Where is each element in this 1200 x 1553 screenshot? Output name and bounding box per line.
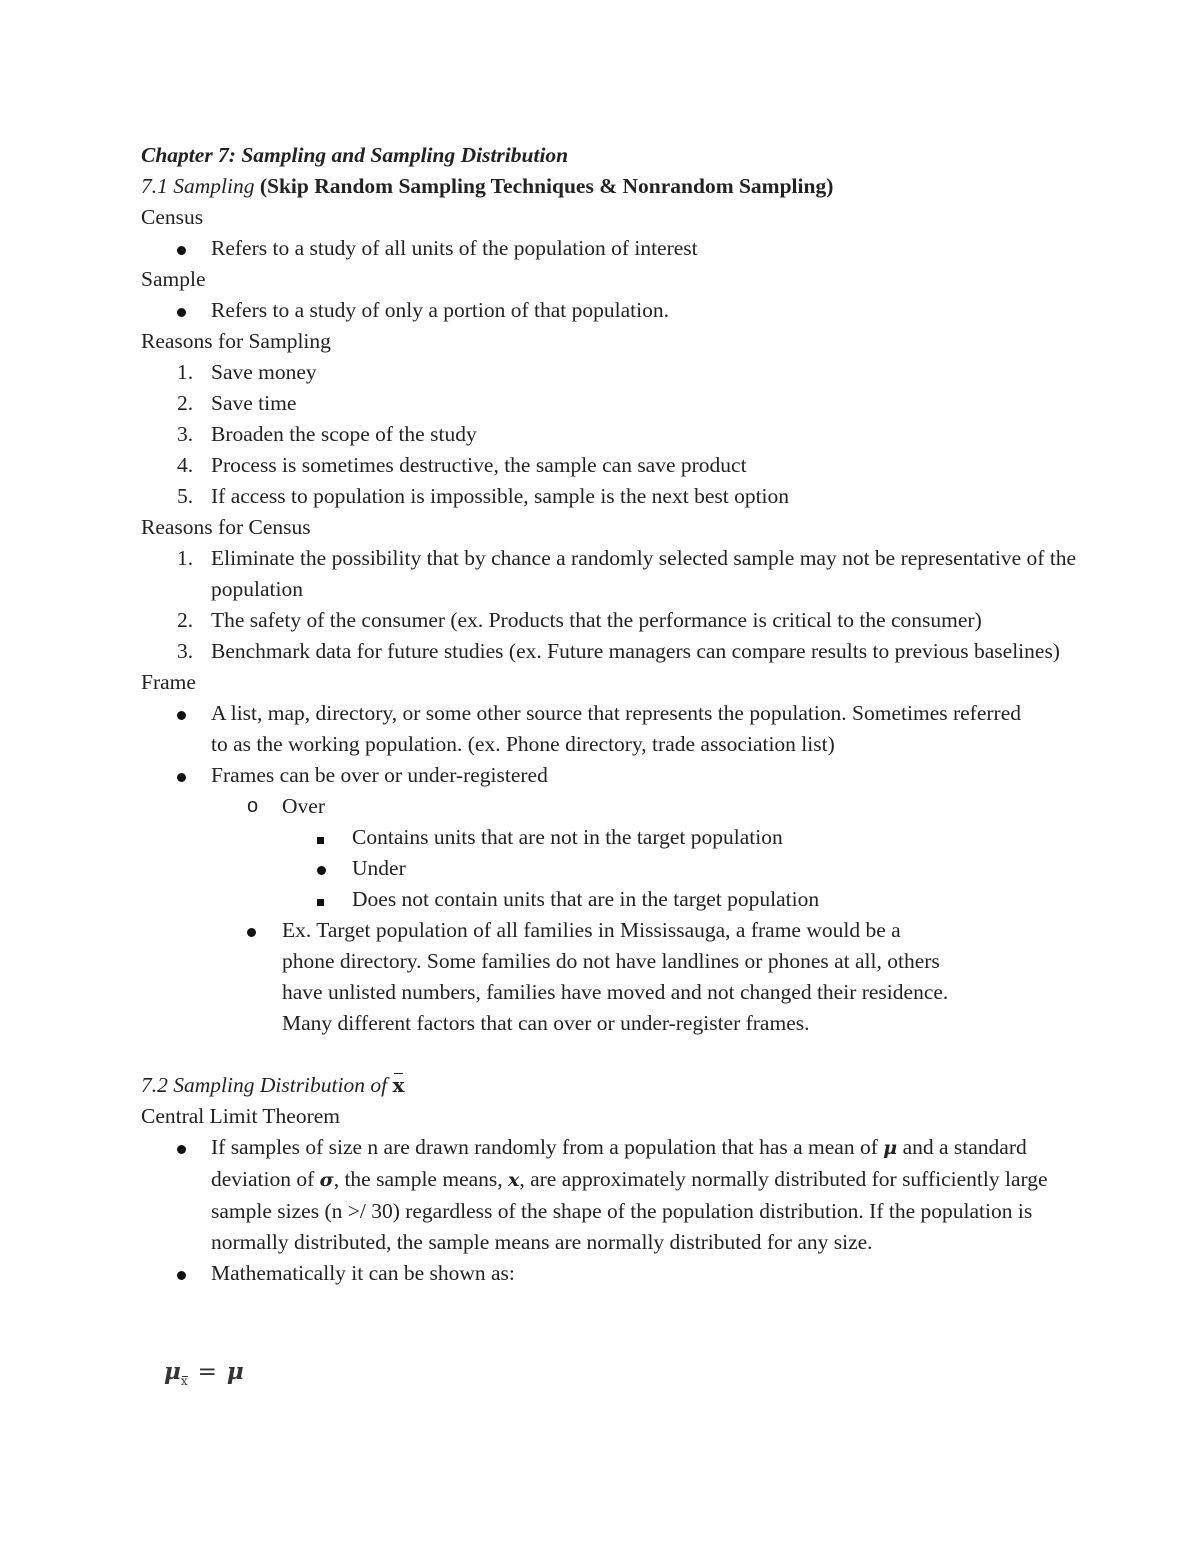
clt-text-c: , the sample means, (333, 1167, 509, 1191)
bullet-icon (177, 295, 186, 326)
sigma-symbol: σ (319, 1169, 334, 1191)
list-item-text: Eliminate the possibility that by chance a randomly selected sample may not be representative of the population (211, 546, 1077, 601)
mu-symbol: μ (883, 1137, 898, 1159)
list-item (141, 791, 1081, 822)
list-item (141, 450, 1081, 481)
clt-text-b: and a standard deviation of (211, 1135, 1027, 1191)
x-symbol: x (508, 1169, 520, 1191)
frame-bullet-text: Frames can be over or under-registered (211, 763, 548, 787)
clt-bullet-text: Mathematically it can be shown as: (211, 1261, 515, 1285)
section-7-1-title: 7.1 Sampling (141, 174, 255, 198)
list-item (141, 636, 1081, 667)
list-number: 3. (177, 422, 194, 446)
sample-bullet-text: Refers to a study of only a portion of that population. (211, 298, 669, 322)
list-item-text: Under (352, 856, 406, 880)
census-heading: Census (141, 205, 204, 229)
formula-rhs: μ (226, 1358, 244, 1385)
list-item (141, 233, 1081, 264)
bullet-icon (317, 853, 326, 884)
list-number: 1. (177, 546, 194, 570)
reasons-sampling-heading: Reasons for Sampling (141, 329, 331, 353)
mean-formula (164, 1358, 244, 1388)
list-item (141, 915, 1081, 1039)
list-item (141, 853, 1081, 884)
bullet-icon (177, 1132, 186, 1163)
frame-example-text: Ex. Target population of all families in Mississauga, a frame would be a phone directory. Some families do not have landlines or phones at all, others have unlisted numbers, families have moved and not changed their residence. Many different factors that can over or under-register frames. (282, 918, 949, 1035)
formula-lhs: μ (164, 1358, 181, 1385)
list-item (141, 481, 1081, 512)
square-bullet-icon (317, 884, 324, 915)
list-item (141, 1132, 1081, 1258)
list-number: 5. (177, 484, 194, 508)
list-item (141, 388, 1081, 419)
formula-equals: = (197, 1359, 217, 1385)
list-number: 4. (177, 453, 194, 477)
list-item-text: Process is sometimes destructive, the sample can save product (211, 453, 747, 477)
list-item (141, 295, 1081, 326)
clt-text-a: If samples of size n are drawn randomly from a population that has a mean of (211, 1135, 884, 1159)
section-7-1-note: (Skip Random Sampling Techniques & Nonrandom Sampling) (259, 174, 834, 198)
clt-heading: Central Limit Theorem (141, 1104, 341, 1128)
list-number: 1. (177, 360, 194, 384)
list-item-text: Save money (211, 360, 317, 384)
section-7-2-heading (141, 1070, 1081, 1101)
list-item-text: Broaden the scope of the study (211, 422, 477, 446)
frame-bullet-text: A list, map, directory, or some other source that represents the population. Sometimes referred to as the working population. (ex. Phone directory, trade association list) (211, 701, 1021, 756)
list-item-text: Save time (211, 391, 297, 415)
bullet-icon (247, 915, 256, 946)
list-item (141, 822, 1081, 853)
square-bullet-icon (317, 822, 324, 853)
bullet-icon (177, 760, 186, 791)
over-label: Over (282, 794, 325, 818)
list-item-text: Does not contain units that are in the target population (352, 887, 820, 911)
section-7-1-heading (141, 171, 1081, 202)
section-7-2-title: 7.2 Sampling Distribution of (141, 1073, 388, 1097)
list-number: 2. (177, 391, 194, 415)
list-item (141, 543, 1081, 605)
bullet-icon (177, 233, 186, 264)
list-number: 3. (177, 639, 194, 663)
list-item-text: The safety of the consumer (ex. Products that the performance is critical to the consumer) (211, 608, 982, 632)
bullet-icon (177, 1258, 186, 1289)
census-bullet-text: Refers to a study of all units of the population of interest (211, 236, 698, 260)
x-bar-symbol: x (392, 1070, 404, 1101)
bullet-icon (177, 698, 186, 729)
sample-heading: Sample (141, 267, 206, 291)
list-item (141, 605, 1081, 636)
chapter-title: Chapter 7: Sampling and Sampling Distribution (141, 143, 569, 167)
list-item (141, 419, 1081, 450)
reasons-census-heading: Reasons for Census (141, 515, 311, 539)
frame-heading: Frame (141, 670, 196, 694)
document-page (141, 140, 1081, 1289)
list-item (141, 698, 1081, 760)
list-item-text: If access to population is impossible, sample is the next best option (211, 484, 790, 508)
clt-text-d: , are approximately normally distributed for sufficiently large sample sizes (n >/ 30) regardless of the shape of the population distribution. If the population is normally distributed, the sample means are normally distributed for any size. (211, 1167, 1048, 1254)
circle-bullet-icon: o (247, 795, 259, 817)
list-item (141, 357, 1081, 388)
list-item (141, 1258, 1081, 1289)
formula-subscript: x (180, 1374, 188, 1388)
list-item (141, 760, 1081, 791)
list-item (141, 884, 1081, 915)
list-item-text: Benchmark data for future studies (ex. Future managers can compare results to previous baselines) (211, 639, 1060, 663)
list-item-text: Contains units that are not in the target population (352, 825, 783, 849)
list-number: 2. (177, 608, 194, 632)
